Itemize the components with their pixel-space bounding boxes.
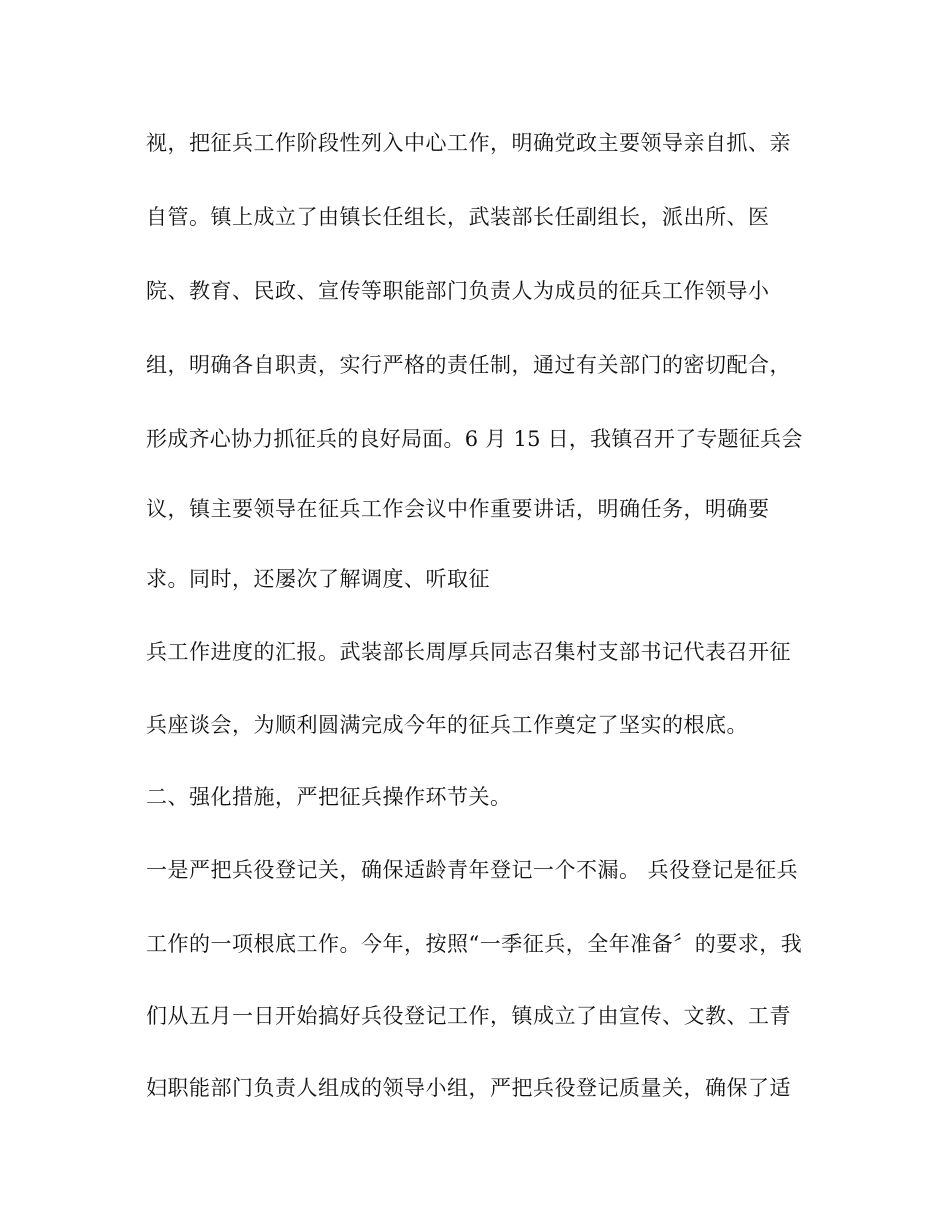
text-line: 兵工作进度的汇报。武装部长周厚兵同志召集村支部书记代表召开征 — [146, 640, 791, 664]
text-line: 视，把征兵工作阶段性列入中心工作，明确党政主要领导亲自抓、亲 — [146, 131, 791, 155]
text-line: 兵座谈会，为顺利圆满完成今年的征兵工作奠定了坚实的根底。 — [146, 713, 748, 737]
text-line: 工作的一项根底工作。今年，按照“一季征兵，全年准备〞的要求，我 — [146, 932, 803, 956]
text-line: 议，镇主要领导在征兵工作会议中作重要讲话，明确任务，明确要 — [146, 497, 770, 521]
text-line: 自管。镇上成立了由镇长任组长，武装部长任副组长，派出所、医 — [146, 205, 770, 229]
text-line: 们从五月一日开始搞好兵役登记工作，镇成立了由宣传、文教、工青 — [146, 1004, 791, 1028]
section-heading: 二、强化措施，严把征兵操作环节关。 — [146, 785, 512, 809]
text-line: 组，明确各自职责，实行严格的责任制，通过有关部门的密切配合， — [146, 353, 791, 377]
text-line: 形成齐心协力抓征兵的良好局面。6 月 15 日，我镇召开了专题征兵会 — [146, 427, 803, 451]
text-line: 一是严把兵役登记关，确保适龄青年登记一个不漏。 兵役登记是征兵 — [146, 858, 799, 882]
text-line: 妇职能部门负责人组成的领导小组，严把兵役登记质量关，确保了适 — [146, 1076, 791, 1100]
text-line: 院、教育、民政、宣传等职能部门负责人为成员的征兵工作领导小 — [146, 279, 770, 303]
text-line: 求。同时，还屡次了解调度、听取征 — [146, 567, 490, 591]
